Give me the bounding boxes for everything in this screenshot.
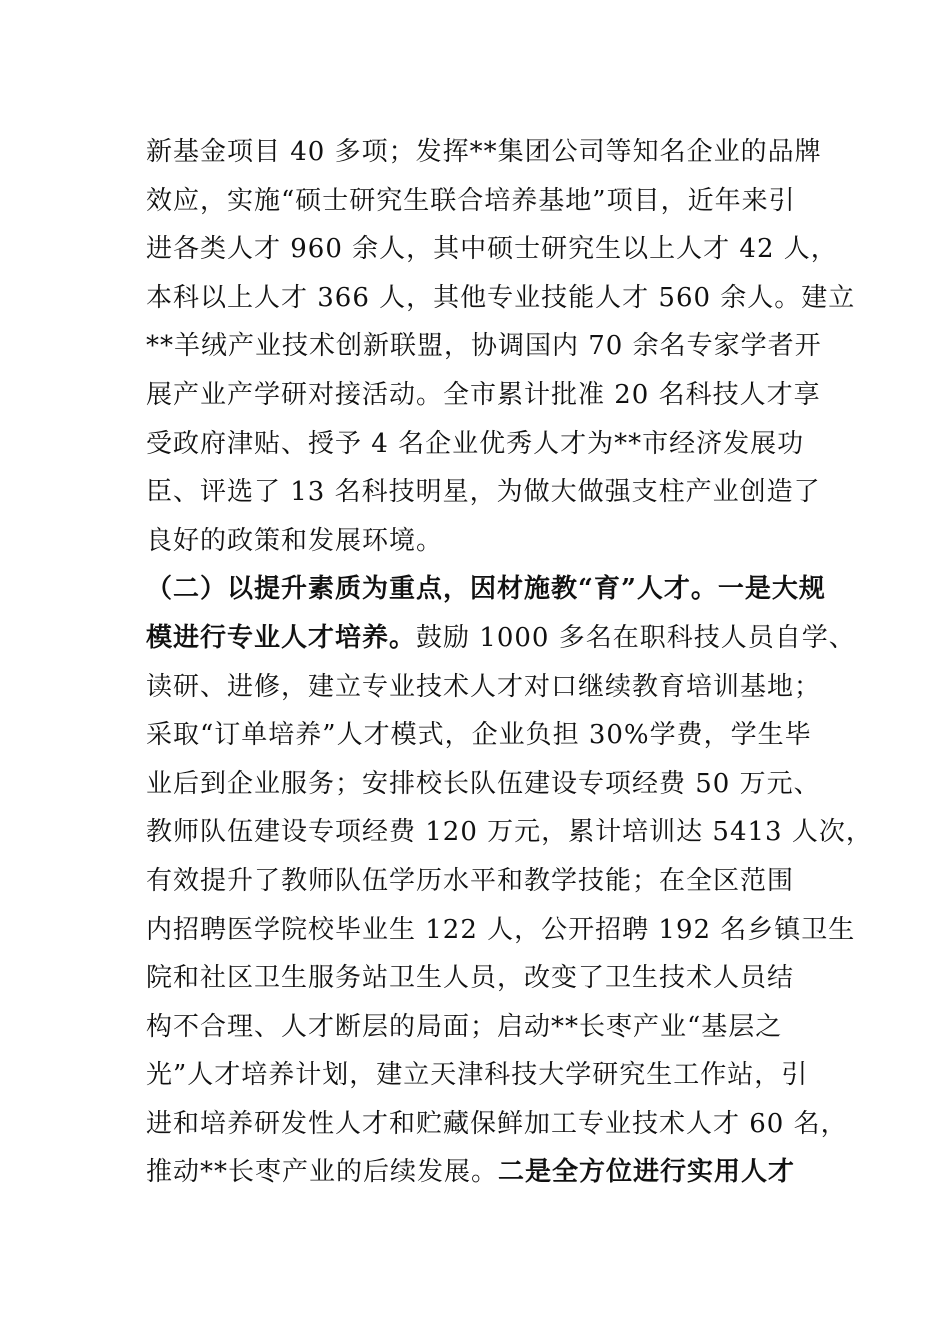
text-segment: 臣、评选了 13 名科技明星，为做大做强支柱产业创造了 <box>146 477 821 508</box>
text-line <box>146 1148 806 1197</box>
text-segment: 构不合理、人才断层的局面；启动**长枣产业“基层之 <box>146 1011 783 1042</box>
text-line <box>146 1003 806 1052</box>
text-line <box>146 663 822 712</box>
text-line <box>146 274 856 323</box>
text-line <box>146 1100 848 1149</box>
text-segment: 本科以上人才 366 人，其他专业技能人才 560 余人。建立 <box>146 282 856 313</box>
text-segment: 内招聘医学院校毕业生 122 人，公开招聘 192 名乡镇卫生 <box>146 914 856 945</box>
text-line <box>146 808 873 857</box>
bold-text-segment: 模进行专业人才培养。 <box>146 622 417 653</box>
text-segment: 读研、进修，建立专业技术人才对口继续教育培训基地； <box>146 671 822 702</box>
text-line <box>146 371 821 420</box>
text-segment: 业后到企业服务；安排校长队伍建设专项经费 50 万元、 <box>146 768 821 799</box>
text-segment: 鼓励 1000 多名在职科技人员自学、 <box>416 622 856 653</box>
text-line <box>146 711 812 760</box>
text-line <box>146 322 822 371</box>
bold-text-segment: （二）以提升素质为重点，因材施教“育”人才。一是大规 <box>146 574 826 605</box>
text-segment: **羊绒产业技术创新联盟，协调国内 70 余名专家学者开 <box>146 331 822 362</box>
text-segment: 新基金项目 40 多项；发挥**集团公司等知名企业的品牌 <box>146 137 822 167</box>
text-segment: 进各类人才 960 余人，其中硕士研究生以上人才 42 人， <box>146 234 838 265</box>
text-segment: 采取“订单培养”人才模式，企业负担 30%学费，学生毕 <box>146 720 812 751</box>
text-line <box>146 128 822 177</box>
text-line <box>146 517 806 566</box>
text-line <box>146 420 806 469</box>
text-segment: 进和培养研发性人才和贮藏保鲜加工专业技术人才 60 名， <box>146 1108 848 1139</box>
text-segment: 光”人才培养计划，建立天津科技大学研究生工作站，引 <box>146 1060 809 1091</box>
document-body <box>146 128 873 1197</box>
text-line <box>146 857 806 906</box>
text-segment: 有效提升了教师队伍学历水平和教学技能；在全区范围 <box>146 865 795 896</box>
text-line <box>146 906 856 955</box>
text-segment: 院和社区卫生服务站卫生人员，改变了卫生技术人员结 <box>146 963 795 994</box>
text-segment: 展产业产学研对接活动。全市累计批准 20 名科技人才享 <box>146 379 821 410</box>
text-segment: 推动**长枣产业的后续发展。 <box>146 1157 499 1188</box>
text-line <box>146 225 838 274</box>
text-line <box>146 468 821 517</box>
text-line <box>146 954 806 1003</box>
text-segment: 效应，实施“硕士研究生联合培养基地”项目，近年来引 <box>146 185 796 216</box>
text-line <box>146 1051 809 1100</box>
text-line <box>146 614 856 663</box>
text-segment: 受政府津贴、授予 4 名企业优秀人才为**市经济发展功 <box>146 428 805 459</box>
text-segment: 教师队伍建设专项经费 120 万元，累计培训达 5413 人次， <box>146 817 873 848</box>
bold-text-segment: 二是全方位进行实用人才 <box>498 1157 796 1188</box>
text-line <box>146 760 821 809</box>
text-segment: 良好的政策和发展环境。 <box>146 525 444 556</box>
text-line <box>146 177 806 226</box>
text-line <box>146 565 826 614</box>
